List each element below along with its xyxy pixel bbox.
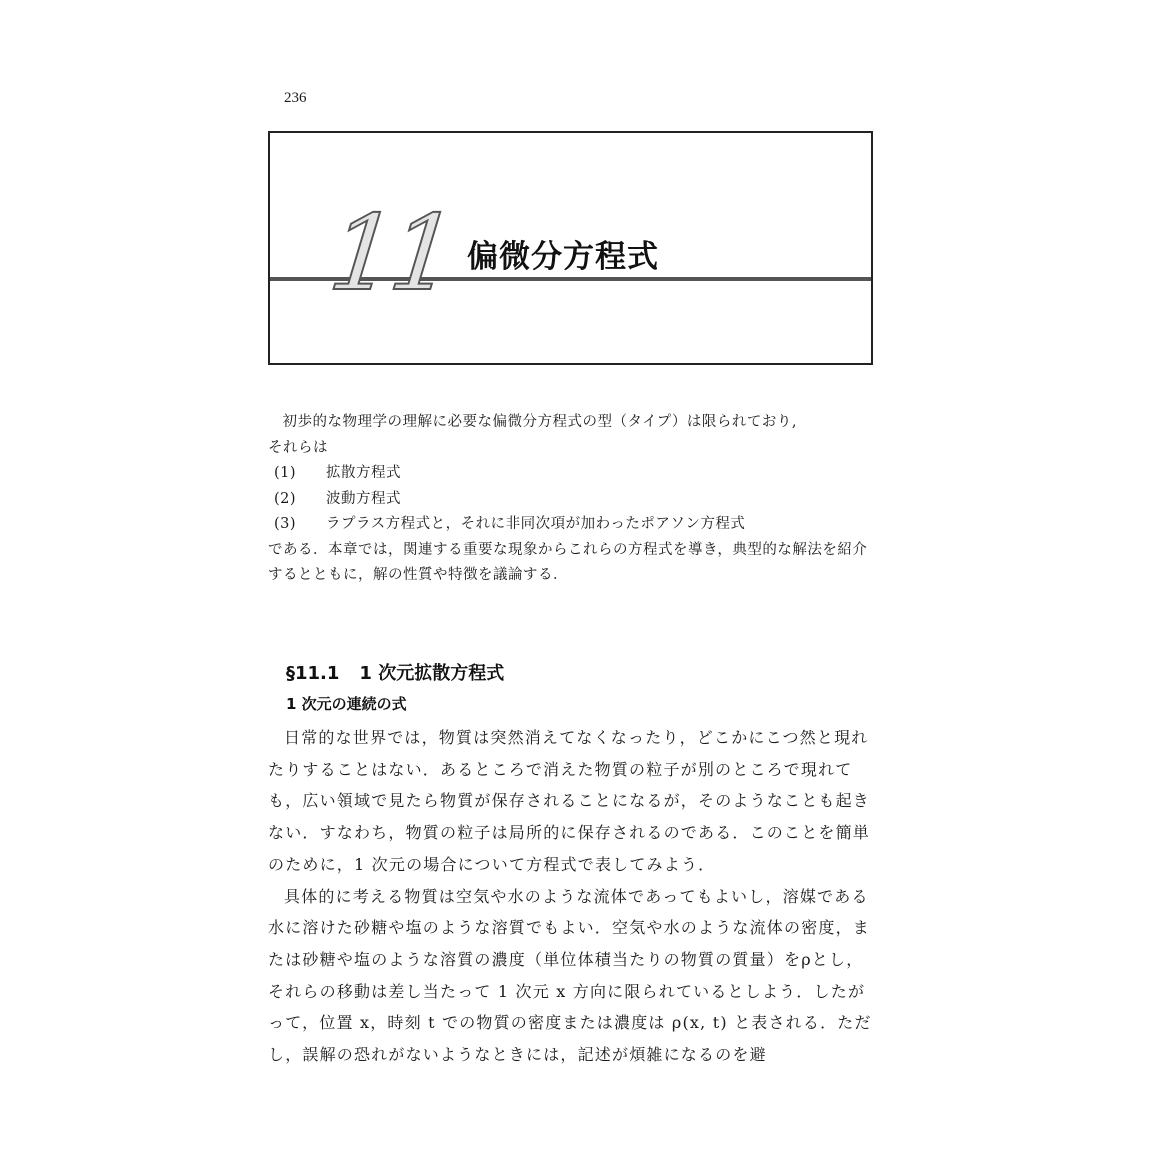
body-paragraph: 具体的に考える物質は空気や水のような流体であってもよいし，溶媒である水に溶けた砂糖や塩のような溶質でもよい．空気や水のような流体の密度，または砂糖や塩のような溶質の濃度（単位体積当たりの物質の質量）をρとし，それらの移動は差し当たって 1 次元 x 方向に限られているとしよう．したがって，位置 x，時刻 t での物質の密度または濃度は ρ(x, t) と表される．ただし，誤解の恐れがないようなときには，記述が煩雑になるのを避 <box>268 886 872 1065</box>
intro-list-item <box>268 487 878 513</box>
intro-line: それらは <box>268 439 328 456</box>
intro-list-item <box>268 461 878 487</box>
chapter-header-box <box>268 131 873 365</box>
intro-closing: である．本章では，関連する重要な現象からこれらの方程式を導き，典型的な解法を紹介するとともに，解の性質や特徴を議論する． <box>268 541 868 583</box>
list-item-text: 波動方程式 <box>326 490 401 507</box>
list-item-number: (3) <box>274 516 297 532</box>
body-paragraph: 日常的な世界では，物質は突然消えてなくなったり，どこかにこつ然と現れたりすることはない．あるところで消えた物質の粒子が別のところで現れても，広い領域で見たら物質が保存されることになるが，そのようなことも起きない．すなわち，物質の粒子は局所的に保存されるのである．このことを簡単のために，1 次元の場合について方程式で表してみよう． <box>268 728 871 874</box>
body-text <box>268 722 878 1071</box>
section-title: 1 次元拡散方程式 <box>359 663 505 684</box>
section-number: §11.1 <box>286 663 340 684</box>
list-item-number: (2) <box>274 490 297 507</box>
subsection-heading: 1 次元の連続の式 <box>286 695 407 713</box>
list-item-text: 拡散方程式 <box>326 465 401 481</box>
list-item-number: (1) <box>274 465 297 481</box>
chapter-title: 偏微分方程式 <box>467 239 659 275</box>
intro-line: 初歩的な物理学の理解に必要な偏微分方程式の型（タイプ）は限られており, <box>282 414 798 430</box>
chapter-number: 11 <box>323 192 457 314</box>
list-item-text: ラプラス方程式と，それに非同次項が加わったポアソン方程式 <box>326 516 746 532</box>
intro-list-item <box>268 512 878 538</box>
page-number: 236 <box>284 90 307 106</box>
section-heading <box>286 659 504 685</box>
chapter-intro <box>268 410 878 589</box>
